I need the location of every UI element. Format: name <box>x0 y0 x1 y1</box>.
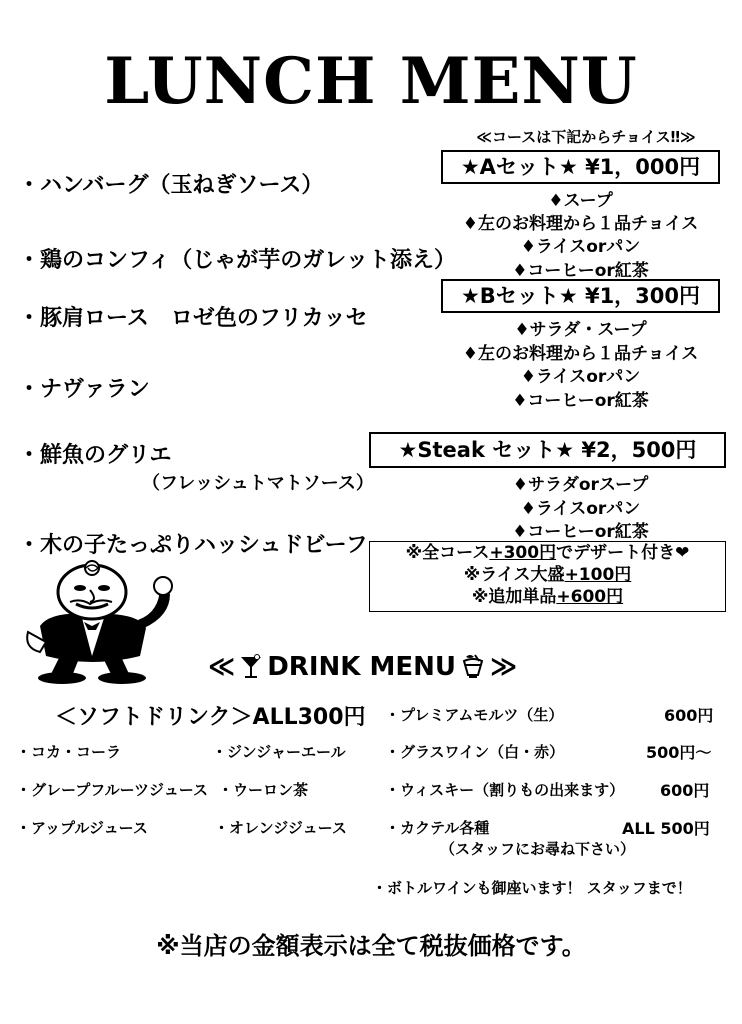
alcohol-glass-wine: ・グラスワイン（白・赤） <box>385 743 565 761</box>
set-a-label: ★Aセット★ ¥1，000円 <box>441 150 720 184</box>
dish-chicken-confit: ・鶏のコンフィ（じゃが芋のガレット添え） <box>18 248 457 273</box>
alcohol-glass-wine-price: 500円～ <box>646 743 712 762</box>
soft-drink-orange: ・オレンジジュース <box>214 819 347 837</box>
soft-drink-oolong: ・ウーロン茶 <box>218 781 309 799</box>
menu-title: LUNCH MENU <box>104 44 638 119</box>
drink-title-right-bracket: ≫ <box>489 652 518 682</box>
set-steak-item-drink: ♦コーヒーor紅茶 <box>512 522 649 542</box>
extras-large-rice: ※ライス大盛+100円 <box>463 565 632 585</box>
alcohol-premium-malts: ・プレミアムモルツ（生） <box>385 706 564 724</box>
alcohol-whisky: ・ウィスキー（割りもの出来ます） <box>385 781 625 799</box>
alcohol-cocktail: ・カクテル各種 <box>385 819 490 837</box>
extras-box <box>369 541 726 612</box>
set-a-item-drink: ♦コーヒーor紅茶 <box>512 261 649 281</box>
drink-title-left-bracket: ≪ <box>208 652 236 682</box>
set-steak-label: ★Steak セット★ ¥2，500円 <box>369 432 726 468</box>
dish-hashed-beef: ・木の子たっぷりハッシュドビーフ <box>18 533 368 558</box>
set-b-item-rice: ♦ライスorパン <box>520 367 641 387</box>
set-a-item-rice: ♦ライスorパン <box>520 237 641 257</box>
dish-pork-shoulder: ・豚肩ロース ロゼ色のフリカッセ <box>18 306 368 331</box>
dish-hamburg: ・ハンバーグ（玉ねぎソース） <box>18 173 324 198</box>
tax-note: ※当店の金額表示は全て税抜価格です。 <box>156 932 586 960</box>
dish-grilled-fish-sauce: （フレッシュトマトソース） <box>142 473 374 494</box>
soft-drink-grapefruit: ・グレープフルーツジュース <box>16 781 209 799</box>
soft-drink-coca-cola: ・コカ・コーラ <box>16 743 122 761</box>
dish-navarin: ・ナヴァラン <box>18 377 150 402</box>
course-note: ≪コースは下記からチョイス‼≫ <box>476 128 696 146</box>
set-b-label: ★Bセット★ ¥1，300円 <box>441 279 720 313</box>
set-b-item-salad-soup: ♦サラダ・スープ <box>514 320 647 340</box>
extras-dessert: ※全コース+300円でデザート付き❤ <box>405 543 690 563</box>
dish-grilled-fish: ・鮮魚のグリエ <box>18 443 172 468</box>
set-b-item-dish: ♦左のお料理から１品チョイス <box>462 344 699 364</box>
set-steak-item-salad: ♦サラダorスープ <box>512 475 649 495</box>
cocktail-note: （スタッフにお尋ね下さい） <box>440 840 636 858</box>
drink-title-text: DRINK MENU <box>267 652 456 682</box>
set-a-item-dish: ♦左のお料理から１品チョイス <box>462 214 699 234</box>
cocktail-glass-icon <box>239 654 263 680</box>
alcohol-whisky-price: 600円 <box>660 781 710 800</box>
waiter-illustration <box>20 556 190 686</box>
extras-additional: ※追加単品+600円 <box>471 587 624 607</box>
tropical-drink-icon <box>460 653 486 681</box>
set-a-item-soup: ♦スープ <box>548 191 613 211</box>
set-b-item-drink: ♦コーヒーor紅茶 <box>512 391 649 411</box>
soft-drink-ginger-ale: ・ジンジャーエール <box>212 743 346 761</box>
soft-drink-title: ＜ソフトドリンク＞ALL300円 <box>55 705 366 730</box>
drink-menu-title <box>208 652 517 682</box>
bottle-wine-note: ・ボトルワインも御座います！ スタッフまで！ <box>372 879 692 897</box>
soft-drink-apple: ・アップルジュース <box>16 819 148 837</box>
set-steak-item-rice: ♦ライスorパン <box>520 499 641 519</box>
alcohol-premium-malts-price: 600円 <box>664 706 714 725</box>
alcohol-cocktail-price: ALL 500円 <box>622 819 710 838</box>
